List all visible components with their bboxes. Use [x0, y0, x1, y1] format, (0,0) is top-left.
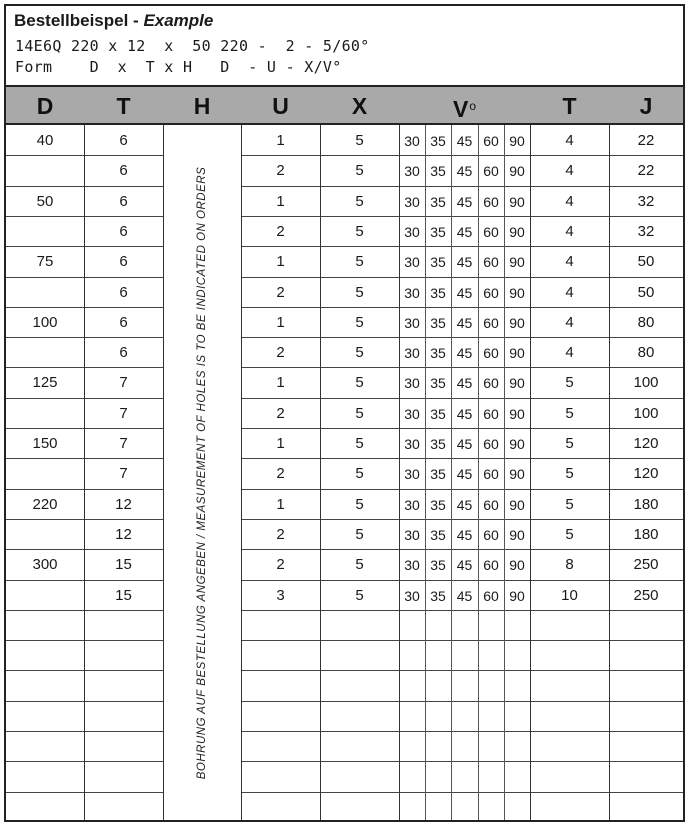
cell-v-angle	[478, 611, 504, 641]
cell-v-angle	[425, 611, 451, 641]
cell-t: 7	[119, 405, 128, 422]
cell-v-angle: 60	[483, 254, 499, 270]
cell-v-angle: 45	[456, 588, 473, 604]
header-d: D	[36, 93, 54, 119]
cell-t2: 5	[565, 526, 574, 543]
cell-v-angle: 45	[456, 557, 473, 573]
cell-j: 100	[633, 405, 659, 422]
cell-u	[241, 762, 320, 792]
cell-t	[84, 611, 163, 641]
cell-v-angle: 30	[404, 345, 420, 361]
header-x: X	[351, 93, 368, 119]
cell-j	[609, 762, 683, 792]
cell-v-angle: 45	[456, 285, 473, 301]
cell-t	[84, 762, 163, 792]
header-t2: T	[562, 93, 577, 119]
cell-d: 75	[36, 253, 54, 270]
cell-v-angle: 35	[430, 315, 446, 331]
header-v-degree: o	[469, 99, 477, 113]
cell-t2: 4	[565, 223, 574, 240]
cell-v-angle: 90	[509, 285, 525, 301]
cell-v-angle	[425, 732, 451, 762]
cell-v-angle: 45	[456, 315, 473, 331]
cell-v-angle: 45	[456, 163, 473, 179]
cell-d	[6, 762, 84, 792]
cell-t	[84, 702, 163, 732]
cell-d: 40	[36, 132, 54, 149]
cell-d: 125	[32, 374, 58, 391]
cell-d	[6, 338, 84, 368]
cell-v-angle: 45	[456, 527, 473, 543]
example-code-line: 14E6Q 220 x 12 x 50 220 - 2 - 5/60°	[15, 37, 370, 55]
cell-t2	[530, 671, 609, 701]
cell-x: 5	[355, 435, 364, 452]
cell-x	[320, 732, 399, 762]
cell-t: 6	[119, 193, 128, 210]
cell-v-angle	[399, 641, 425, 671]
column-divider	[163, 125, 164, 822]
cell-u: 1	[276, 253, 285, 270]
cell-v-angle: 35	[430, 133, 446, 149]
cell-t2: 4	[565, 253, 574, 270]
cell-j: 50	[637, 253, 655, 270]
cell-j	[609, 732, 683, 762]
cell-v-angle	[425, 762, 451, 792]
cell-j: 32	[637, 193, 655, 210]
cell-v-angle	[451, 702, 478, 732]
cell-v-angle: 60	[483, 133, 499, 149]
cell-v-angle	[504, 762, 530, 792]
cell-v-angle: 90	[509, 133, 525, 149]
cell-t2	[530, 762, 609, 792]
cell-v-angle: 45	[456, 133, 473, 149]
cell-u: 2	[276, 162, 285, 179]
cell-v-angle: 45	[456, 466, 473, 482]
cell-v-angle: 30	[404, 194, 420, 210]
cell-t: 15	[115, 587, 132, 604]
cell-v-angle: 90	[509, 194, 525, 210]
cell-u: 1	[276, 193, 285, 210]
cell-v-angle: 30	[404, 224, 420, 240]
cell-v-angle	[425, 641, 451, 671]
cell-v-angle	[451, 793, 478, 822]
cell-d	[6, 702, 84, 732]
cell-t: 6	[119, 344, 128, 361]
cell-x	[320, 611, 399, 641]
cell-t2	[530, 611, 609, 641]
cell-j: 100	[633, 374, 659, 391]
cell-t2: 4	[565, 344, 574, 361]
cell-j: 180	[633, 496, 659, 513]
cell-v-angle: 90	[509, 557, 525, 573]
cell-v-angle: 35	[430, 285, 446, 301]
cell-x: 5	[355, 162, 364, 179]
cell-v-angle: 35	[430, 224, 446, 240]
cell-j	[609, 793, 683, 822]
cell-t: 6	[119, 223, 128, 240]
cell-t	[84, 641, 163, 671]
cell-v-angle: 30	[404, 254, 420, 270]
cell-d	[6, 156, 84, 186]
cell-d: 150	[32, 435, 58, 452]
cell-u: 1	[276, 314, 285, 331]
cell-v-angle	[504, 702, 530, 732]
cell-v-angle	[504, 611, 530, 641]
cell-v-angle: 60	[483, 588, 499, 604]
cell-u: 2	[276, 223, 285, 240]
example-title-en: Example	[143, 11, 214, 30]
cell-j: 80	[637, 314, 655, 331]
cell-v-angle	[478, 641, 504, 671]
cell-x: 5	[355, 253, 364, 270]
cell-v-angle: 45	[456, 224, 473, 240]
cell-t2: 10	[561, 587, 578, 604]
cell-v-angle: 35	[430, 557, 446, 573]
cell-v-angle: 30	[404, 406, 420, 422]
header-v	[399, 87, 530, 123]
cell-v-angle	[425, 702, 451, 732]
cell-x: 5	[355, 496, 364, 513]
cell-j	[609, 611, 683, 641]
cell-v-angle: 60	[483, 285, 499, 301]
cell-d: 100	[32, 314, 58, 331]
cell-v-angle: 45	[456, 254, 473, 270]
cell-t: 12	[115, 496, 132, 513]
cell-v-angle: 90	[509, 375, 525, 391]
cell-t2	[530, 732, 609, 762]
cell-v-angle: 30	[404, 497, 420, 513]
header-u: U	[272, 93, 289, 119]
order-example-box	[6, 6, 683, 87]
cell-x: 5	[355, 344, 364, 361]
cell-j: 120	[633, 435, 659, 452]
cell-v-angle: 90	[509, 497, 525, 513]
cell-u	[241, 641, 320, 671]
cell-x: 5	[355, 314, 364, 331]
cell-t2: 4	[565, 314, 574, 331]
cell-j: 22	[637, 132, 655, 149]
cell-v-angle: 45	[456, 436, 473, 452]
cell-v-angle: 35	[430, 436, 446, 452]
cell-d	[6, 217, 84, 247]
cell-t2: 5	[565, 405, 574, 422]
cell-u: 2	[276, 284, 285, 301]
cell-j	[609, 702, 683, 732]
h-column-note	[163, 125, 241, 822]
cell-j: 180	[633, 526, 659, 543]
cell-v-angle: 60	[483, 345, 499, 361]
cell-v-angle	[425, 793, 451, 822]
cell-v-angle: 60	[483, 194, 499, 210]
cell-v-angle	[504, 641, 530, 671]
cell-t2: 5	[565, 435, 574, 452]
cell-v-angle	[451, 732, 478, 762]
cell-v-angle: 90	[509, 466, 525, 482]
cell-t2: 4	[565, 162, 574, 179]
cell-u: 2	[276, 526, 285, 543]
cell-x: 5	[355, 556, 364, 573]
cell-u: 1	[276, 435, 285, 452]
cell-v-angle: 30	[404, 588, 420, 604]
cell-t: 7	[119, 374, 128, 391]
cell-d: 220	[32, 496, 58, 513]
cell-d	[6, 793, 84, 822]
cell-d: 300	[32, 556, 58, 573]
cell-u	[241, 732, 320, 762]
cell-t2: 5	[565, 496, 574, 513]
cell-v-angle	[399, 762, 425, 792]
cell-j: 250	[633, 587, 659, 604]
cell-v-angle	[451, 762, 478, 792]
cell-v-angle: 35	[430, 527, 446, 543]
cell-v-angle: 35	[430, 406, 446, 422]
cell-u: 2	[276, 556, 285, 573]
cell-v-angle: 60	[483, 406, 499, 422]
cell-u: 1	[276, 496, 285, 513]
cell-t: 6	[119, 132, 128, 149]
cell-d	[6, 611, 84, 641]
cell-j: 22	[637, 162, 655, 179]
cell-v-angle: 35	[430, 345, 446, 361]
cell-v-angle	[478, 732, 504, 762]
header-v-label: V	[452, 96, 469, 122]
cell-d: 50	[36, 193, 54, 210]
cell-v-angle: 90	[509, 254, 525, 270]
cell-t2: 4	[565, 132, 574, 149]
cell-v-angle	[478, 762, 504, 792]
cell-v-angle: 90	[509, 163, 525, 179]
cell-v-angle: 30	[404, 285, 420, 301]
cell-v-angle: 35	[430, 163, 446, 179]
cell-v-angle: 60	[483, 497, 499, 513]
cell-v-angle: 35	[430, 254, 446, 270]
cell-u	[241, 611, 320, 641]
cell-t: 7	[119, 465, 128, 482]
cell-d	[6, 581, 84, 611]
cell-d	[6, 671, 84, 701]
cell-u	[241, 793, 320, 822]
cell-v-angle: 30	[404, 466, 420, 482]
cell-j: 32	[637, 223, 655, 240]
cell-u: 2	[276, 465, 285, 482]
cell-x: 5	[355, 223, 364, 240]
cell-x	[320, 702, 399, 732]
cell-j: 80	[637, 344, 655, 361]
cell-x: 5	[355, 284, 364, 301]
cell-t2	[530, 702, 609, 732]
cell-t: 7	[119, 435, 128, 452]
cell-v-angle: 30	[404, 557, 420, 573]
cell-t	[84, 793, 163, 822]
cell-v-angle: 35	[430, 588, 446, 604]
cell-t2	[530, 641, 609, 671]
cell-v-angle: 90	[509, 406, 525, 422]
cell-v-angle: 45	[456, 497, 473, 513]
example-title	[14, 11, 213, 31]
order-sheet	[4, 4, 685, 822]
cell-t2: 5	[565, 465, 574, 482]
table-header	[6, 87, 683, 125]
cell-v-angle: 30	[404, 436, 420, 452]
cell-v-angle: 30	[404, 133, 420, 149]
cell-v-angle: 45	[456, 194, 473, 210]
cell-v-angle: 90	[509, 315, 525, 331]
cell-j	[609, 671, 683, 701]
cell-v-angle: 60	[483, 163, 499, 179]
cell-d	[6, 520, 84, 550]
cell-v-angle: 45	[456, 375, 473, 391]
cell-x: 5	[355, 465, 364, 482]
cell-t: 6	[119, 162, 128, 179]
cell-d	[6, 399, 84, 429]
cell-u	[241, 702, 320, 732]
cell-u: 3	[276, 587, 285, 604]
header-t: T	[116, 93, 131, 119]
cell-t2: 4	[565, 284, 574, 301]
cell-j: 120	[633, 465, 659, 482]
cell-v-angle: 90	[509, 224, 525, 240]
example-title-separator: -	[128, 11, 144, 30]
cell-x: 5	[355, 587, 364, 604]
cell-v-angle: 30	[404, 163, 420, 179]
cell-v-angle: 35	[430, 466, 446, 482]
cell-v-angle: 60	[483, 224, 499, 240]
cell-v-angle	[451, 641, 478, 671]
cell-v-angle	[504, 671, 530, 701]
cell-v-angle	[399, 611, 425, 641]
cell-v-angle: 90	[509, 588, 525, 604]
cell-x: 5	[355, 193, 364, 210]
cell-d	[6, 459, 84, 489]
cell-v-angle: 30	[404, 375, 420, 391]
cell-v-angle: 60	[483, 436, 499, 452]
cell-v-angle: 90	[509, 527, 525, 543]
example-form-line: Form D x T x H D - U - X/V°	[15, 58, 342, 76]
header-h: H	[193, 93, 211, 119]
cell-v-angle: 90	[509, 345, 525, 361]
table-body	[6, 125, 683, 822]
cell-v-angle	[504, 732, 530, 762]
cell-u: 2	[276, 344, 285, 361]
cell-x: 5	[355, 405, 364, 422]
cell-v-angle	[478, 671, 504, 701]
cell-v-angle	[478, 793, 504, 822]
cell-v-angle: 60	[483, 527, 499, 543]
cell-v-angle: 60	[483, 557, 499, 573]
cell-x: 5	[355, 374, 364, 391]
cell-v-angle	[451, 671, 478, 701]
cell-x: 5	[355, 526, 364, 543]
cell-v-angle: 90	[509, 436, 525, 452]
cell-t2	[530, 793, 609, 822]
cell-j: 50	[637, 284, 655, 301]
h-column-note-text: BOHRUNG AUF BESTELLUNG ANGEBEN / MEASUREMENT OF HOLES IS TO BE INDICATED ON ORDERS	[196, 166, 208, 780]
header-j: J	[639, 93, 653, 119]
example-title-de: Bestellbeispel	[14, 11, 129, 30]
cell-t	[84, 671, 163, 701]
cell-v-angle: 60	[483, 315, 499, 331]
cell-x	[320, 762, 399, 792]
cell-v-angle: 45	[456, 345, 473, 361]
cell-x	[320, 641, 399, 671]
cell-v-angle	[425, 671, 451, 701]
cell-u: 1	[276, 374, 285, 391]
cell-t2: 4	[565, 193, 574, 210]
cell-v-angle: 30	[404, 527, 420, 543]
cell-v-angle: 35	[430, 194, 446, 210]
cell-x: 5	[355, 132, 364, 149]
cell-v-angle: 30	[404, 315, 420, 331]
cell-j: 250	[633, 556, 659, 573]
cell-x	[320, 671, 399, 701]
cell-t: 6	[119, 314, 128, 331]
cell-v-angle: 60	[483, 375, 499, 391]
cell-d	[6, 732, 84, 762]
cell-t2: 8	[565, 556, 574, 573]
cell-u	[241, 671, 320, 701]
cell-v-angle	[451, 611, 478, 641]
cell-t: 6	[119, 284, 128, 301]
cell-v-angle	[478, 702, 504, 732]
cell-v-angle	[399, 793, 425, 822]
cell-v-angle	[399, 671, 425, 701]
cell-u: 2	[276, 405, 285, 422]
cell-v-angle: 35	[430, 375, 446, 391]
cell-u: 1	[276, 132, 285, 149]
cell-v-angle: 45	[456, 406, 473, 422]
cell-x	[320, 793, 399, 822]
cell-v-angle: 35	[430, 497, 446, 513]
cell-j	[609, 641, 683, 671]
cell-t	[84, 732, 163, 762]
cell-t: 12	[115, 526, 132, 543]
cell-v-angle: 60	[483, 466, 499, 482]
cell-v-angle	[504, 793, 530, 822]
cell-d	[6, 641, 84, 671]
cell-d	[6, 278, 84, 308]
cell-t: 6	[119, 253, 128, 270]
cell-v-angle	[399, 702, 425, 732]
cell-t2: 5	[565, 374, 574, 391]
cell-v-angle	[399, 732, 425, 762]
cell-t: 15	[115, 556, 132, 573]
